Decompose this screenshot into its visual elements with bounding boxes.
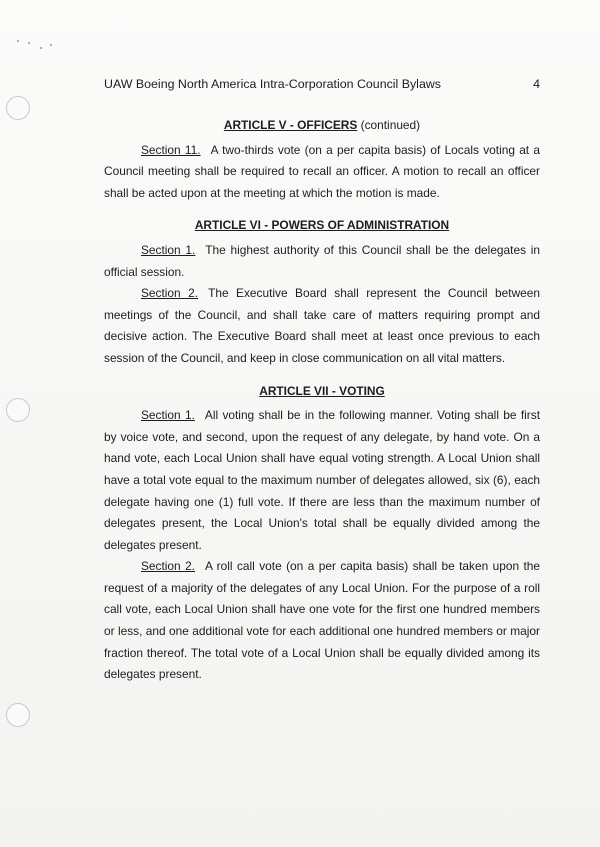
section-text: A roll call vote (on a per capita basis) shall be taken upon the request of a majority of the delegates of any Local Union. For the purpose of a roll call vote, each Local Union shall have one vote for the first one hundred members or less, and one additional vote for each additional one hundred members or major fraction thereof. The total vote of a Local Union shall be equally divided among its delegates present. <box>104 559 540 682</box>
article-title: ARTICLE VI - POWERS OF ADMINISTRATION <box>194 218 450 233</box>
document-title: UAW Boeing North America Intra-Corporation Council Bylaws <box>104 77 441 91</box>
scan-specks <box>14 38 64 58</box>
section-paragraph <box>104 240 540 283</box>
page-header <box>104 77 540 91</box>
document-body <box>104 115 540 686</box>
article-heading <box>104 215 540 237</box>
binder-hole <box>6 703 30 727</box>
binder-hole <box>6 398 30 422</box>
section-text: The highest authority of this Council shall be the delegates in official session. <box>104 242 540 279</box>
section-label: Section 1. <box>141 242 196 257</box>
section-label: Section 2. <box>141 559 195 574</box>
section-paragraph <box>104 283 540 369</box>
section-text: The Executive Board shall represent the Council between meetings of the Council, and shall take care of matters requiring prompt and decisive action. The Executive Board shall meet at least once previous to each session of the Council, and keep in close communication on all vital matters. <box>104 286 540 365</box>
binder-hole <box>6 96 30 120</box>
heading-suffix: (continued) <box>360 118 421 132</box>
section-text: All voting shall be in the following manner. Voting shall be first by voice vote, and second, upon the request of any delegate, by hand vote. On a hand vote, each Local Union shall have equal voting strength. A Local Union shall have a total vote equal to the maximum number of delegates allowed, six (6), each delegate having one (1) full vote. If there are less than the maximum number of delegates present, the Local Union's total shall be equally divided among the delegates present. <box>104 408 540 552</box>
section-label: Section 11. <box>141 142 201 157</box>
section-text: A two-thirds vote (on a per capita basis) of Locals voting at a Council meeting shall be required to recall an officer. A motion to recall an officer shall be acted upon at the meeting at which the motion is made. <box>104 142 540 200</box>
section-paragraph <box>104 405 540 556</box>
section-paragraph <box>104 556 540 686</box>
article-title: ARTICLE VII - VOTING <box>259 383 385 398</box>
section-label: Section 1. <box>141 408 195 423</box>
article-heading <box>104 115 540 137</box>
article-title: ARTICLE V - OFFICERS <box>223 118 358 132</box>
article-heading <box>104 381 540 403</box>
page-number: 4 <box>533 77 540 91</box>
section-paragraph <box>104 140 540 205</box>
section-label: Section 2. <box>141 286 199 301</box>
